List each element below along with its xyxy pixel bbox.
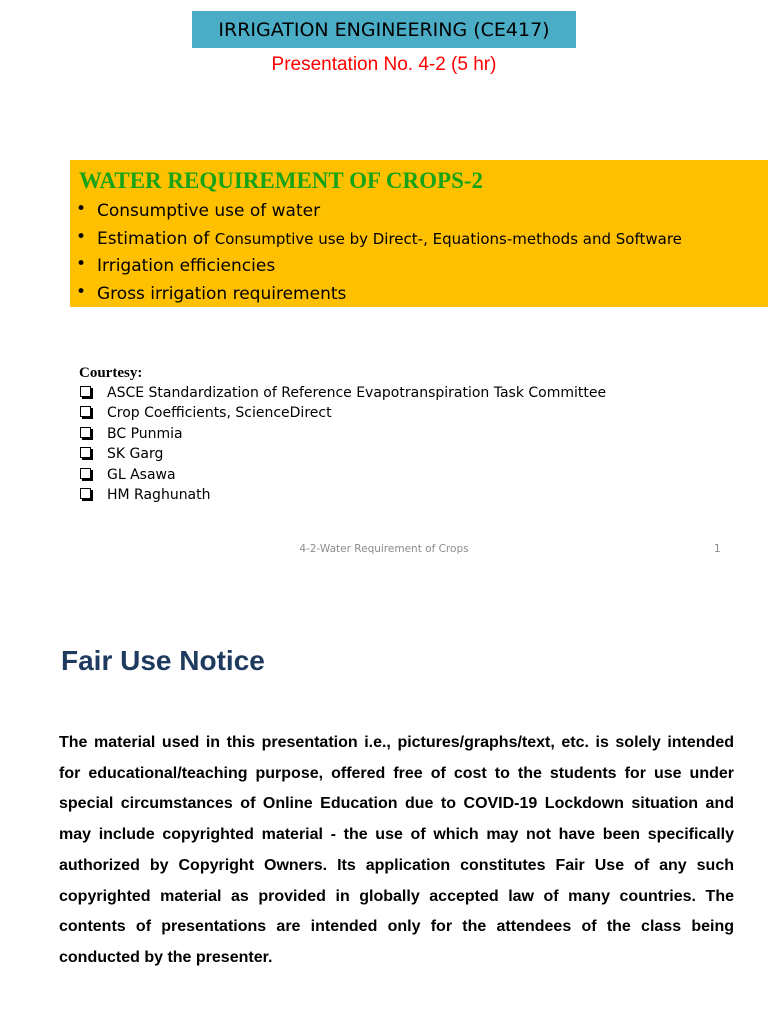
courtesy-item-text: HM Raghunath	[107, 486, 211, 503]
notice-title: Fair Use Notice	[61, 645, 265, 676]
checkbox-icon	[80, 447, 91, 458]
courtesy-item-text: GL Asawa	[107, 466, 176, 483]
courtesy-item-text: ASCE Standardization of Reference Evapotranspiration Task Committee	[107, 385, 607, 401]
courtesy-label: Courtesy:	[79, 365, 143, 381]
topic-heading: WATER REQUIREMENT OF CROPS-2	[79, 168, 484, 193]
bullet-icon: •	[76, 226, 87, 247]
bullet-icon: •	[76, 199, 87, 219]
courtesy-item-text: BC Punmia	[107, 425, 183, 442]
courtesy-item	[79, 485, 606, 505]
courtesy-list	[79, 383, 606, 505]
checkbox-icon	[80, 386, 91, 397]
slide-footer: 4-2-Water Requirement of Crops	[299, 543, 469, 555]
topic-item-text: Irrigation efficiencies	[97, 256, 276, 276]
topic-item	[70, 253, 768, 281]
presentation-subtitle: Presentation No. 4-2 (5 hr)	[271, 54, 497, 75]
courtesy-item	[79, 465, 606, 485]
course-title-box	[192, 11, 576, 48]
checkbox-icon	[80, 427, 91, 438]
topic-item-text-small: Consumptive use by Direct-, Equations-methods and Software	[214, 229, 682, 248]
bullet-icon: •	[76, 254, 87, 274]
topic-item-text: Consumptive use of water	[97, 201, 321, 221]
topic-item	[70, 198, 768, 226]
checkbox-icon	[80, 468, 91, 479]
courtesy-item	[79, 444, 606, 464]
courtesy-item	[79, 403, 606, 423]
slide-page-number: 1	[714, 543, 721, 555]
topic-box	[70, 160, 768, 307]
checkbox-icon	[80, 406, 91, 417]
courtesy-item	[79, 383, 606, 403]
topic-item-text: Gross irrigation requirements	[97, 283, 347, 304]
courtesy-item-text: Crop Coefficients, ScienceDirect	[107, 405, 332, 422]
topic-item-text: Estimation of	[97, 228, 215, 249]
course-title: IRRIGATION ENGINEERING (CE417)	[218, 18, 550, 41]
checkbox-icon	[80, 488, 91, 499]
notice-body: The material used in this presentation i.e., pictures/graphs/text, etc. is solely intended for educational/teaching purpose, offered free of cost to the students for use under special circumstances of Online Education due to COVID-19 Lockdown situation and may include copyrighted material - the use of which may not have been specifically authorized by Copyright Owners. Its application constitutes Fair Use of any such copyrighted material as provided in globally accepted law of many countries. The contents of presentations are intended only for the attendees of the class being conducted by the presenter.	[59, 734, 734, 966]
courtesy-item	[79, 424, 606, 444]
courtesy-item-text: SK Garg	[107, 446, 164, 463]
topic-item	[70, 226, 768, 254]
topic-list	[70, 198, 768, 308]
bullet-icon: •	[76, 281, 87, 302]
topic-item	[70, 281, 768, 309]
